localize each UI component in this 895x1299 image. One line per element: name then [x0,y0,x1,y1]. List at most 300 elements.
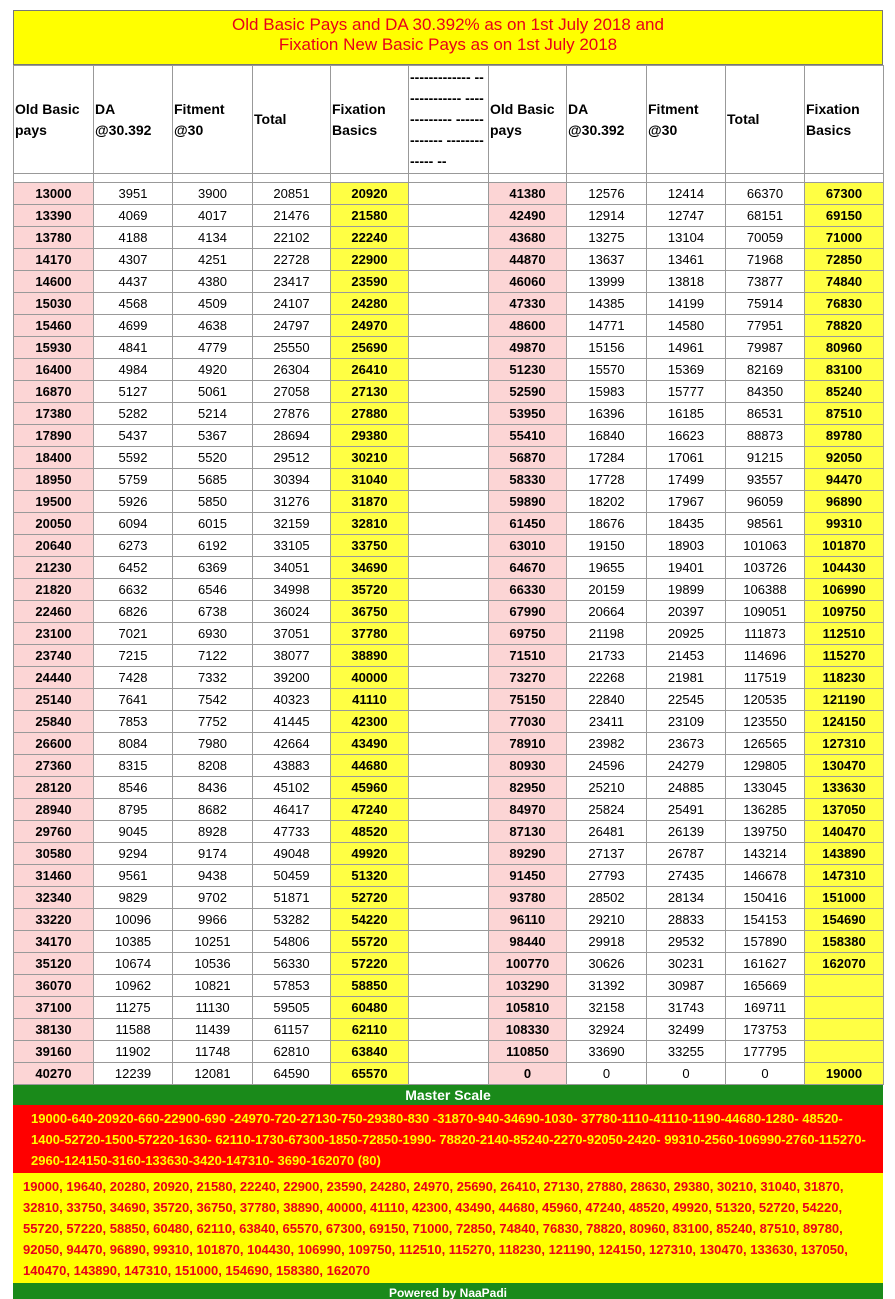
cell-right-fitment: 30987 [647,975,726,997]
cell-right-da: 22840 [567,689,647,711]
cell-left-old-basic: 18400 [14,447,94,469]
cell-left-fitment: 7122 [173,645,253,667]
pay-fixation-sheet [13,10,883,1299]
cell-right-fitment: 23673 [647,733,726,755]
cell-left-fitment: 5850 [173,491,253,513]
cell-left-da: 6094 [94,513,173,535]
cell-right-total: 77951 [726,315,805,337]
cell-right-da: 0 [567,1063,647,1085]
cell-right-old-basic: 108330 [489,1019,567,1041]
cell-left-old-basic: 25140 [14,689,94,711]
cell-right-da: 15570 [567,359,647,381]
cell-right-da: 19150 [567,535,647,557]
cell-left-fixation: 41110 [331,689,409,711]
cell-left-da: 4841 [94,337,173,359]
cell-right-fitment: 14961 [647,337,726,359]
separator-cell [409,403,489,425]
table-row [14,843,884,865]
cell-left-fixation: 63840 [331,1041,409,1063]
separator-cell [409,645,489,667]
cell-left-total: 59505 [253,997,331,1019]
cell-left-fitment: 7542 [173,689,253,711]
cell-left-total: 61157 [253,1019,331,1041]
cell-right-fitment: 32499 [647,1019,726,1041]
cell-left-total: 51871 [253,887,331,909]
cell-right-total: 157890 [726,931,805,953]
cell-right-da: 18676 [567,513,647,535]
cell-right-fitment: 19899 [647,579,726,601]
cell-right-total: 150416 [726,887,805,909]
cell-right-da: 25210 [567,777,647,799]
cell-right-fixation: 118230 [805,667,884,689]
cell-left-fixation: 21580 [331,205,409,227]
cell-left-fitment: 6369 [173,557,253,579]
cell-right-fixation: 115270 [805,645,884,667]
cell-left-old-basic: 15460 [14,315,94,337]
cell-left-old-basic: 36070 [14,975,94,997]
cell-left-old-basic: 30580 [14,843,94,865]
cell-left-da: 4437 [94,271,173,293]
cell-left-da: 6632 [94,579,173,601]
cell-left-da: 4307 [94,249,173,271]
cell-right-fixation: 78820 [805,315,884,337]
cell-right-fitment: 28134 [647,887,726,909]
cell-left-fixation: 34690 [331,557,409,579]
cell-left-fitment: 4017 [173,205,253,227]
cell-right-old-basic: 103290 [489,975,567,997]
cell-left-total: 29512 [253,447,331,469]
cell-left-da: 4568 [94,293,173,315]
cell-left-old-basic: 37100 [14,997,94,1019]
cell-left-total: 56330 [253,953,331,975]
cell-right-fixation: 104430 [805,557,884,579]
cell-right-da: 29210 [567,909,647,931]
cell-right-da: 15156 [567,337,647,359]
cell-right-fitment: 19401 [647,557,726,579]
cell-left-old-basic: 14600 [14,271,94,293]
cell-right-total: 98561 [726,513,805,535]
separator-cell [409,623,489,645]
cell-right-old-basic: 80930 [489,755,567,777]
table-row [14,513,884,535]
cell-right-total: 136285 [726,799,805,821]
separator-cell [409,931,489,953]
table-row [14,447,884,469]
cell-right-fixation: 19000 [805,1063,884,1085]
cell-left-total: 54806 [253,931,331,953]
table-row [14,667,884,689]
cell-left-da: 4188 [94,227,173,249]
cell-left-fixation: 35720 [331,579,409,601]
separator-cell [409,865,489,887]
cell-left-total: 26304 [253,359,331,381]
cell-left-total: 43883 [253,755,331,777]
separator-cell [409,491,489,513]
cell-left-fitment: 9966 [173,909,253,931]
cell-right-total: 96059 [726,491,805,513]
cell-right-da: 24596 [567,755,647,777]
cell-right-fixation: 92050 [805,447,884,469]
cell-left-fixation: 54220 [331,909,409,931]
cell-right-old-basic: 51230 [489,359,567,381]
cell-left-fitment: 5214 [173,403,253,425]
cell-left-da: 9561 [94,865,173,887]
cell-right-old-basic: 75150 [489,689,567,711]
cell-left-fixation: 44680 [331,755,409,777]
cell-right-old-basic: 78910 [489,733,567,755]
cell-right-da: 23982 [567,733,647,755]
cell-left-fixation: 48520 [331,821,409,843]
table-row [14,975,884,997]
cell-right-total: 88873 [726,425,805,447]
table-row [14,227,884,249]
cell-left-total: 27876 [253,403,331,425]
cell-left-old-basic: 26600 [14,733,94,755]
cell-left-fixation: 36750 [331,601,409,623]
separator-cell [409,557,489,579]
separator-cell [409,1063,489,1085]
table-row [14,1063,884,1085]
cell-right-old-basic: 47330 [489,293,567,315]
cell-right-old-basic: 105810 [489,997,567,1019]
cell-left-fixation: 22240 [331,227,409,249]
cell-left-total: 33105 [253,535,331,557]
cell-left-total: 22102 [253,227,331,249]
table-row [14,337,884,359]
cell-left-fitment: 10536 [173,953,253,975]
cell-right-fixation: 127310 [805,733,884,755]
cell-right-fixation: 140470 [805,821,884,843]
cell-right-total: 71968 [726,249,805,271]
cell-left-da: 9829 [94,887,173,909]
cell-left-old-basic: 33220 [14,909,94,931]
cell-left-old-basic: 14170 [14,249,94,271]
cell-left-fitment: 8208 [173,755,253,777]
cell-right-fixation: 112510 [805,623,884,645]
cell-left-fixation: 23590 [331,271,409,293]
cell-left-fixation: 31870 [331,491,409,513]
cell-left-da: 5926 [94,491,173,513]
cell-right-fixation: 154690 [805,909,884,931]
cell-right-fixation: 101870 [805,535,884,557]
cell-right-fixation: 137050 [805,799,884,821]
cell-right-da: 13275 [567,227,647,249]
cell-left-da: 6273 [94,535,173,557]
cell-left-da: 4069 [94,205,173,227]
cell-left-total: 23417 [253,271,331,293]
cell-right-total: 161627 [726,953,805,975]
header-old-basic-right: Old Basic pays [489,66,567,174]
cell-right-da: 29918 [567,931,647,953]
cell-right-total: 84350 [726,381,805,403]
table-row [14,315,884,337]
cell-right-fixation: 99310 [805,513,884,535]
cell-right-da: 32924 [567,1019,647,1041]
cell-left-old-basic: 32340 [14,887,94,909]
header-da-right: DA @30.392 [567,66,647,174]
cell-left-fitment: 6930 [173,623,253,645]
table-row [14,777,884,799]
cell-right-total: 154153 [726,909,805,931]
separator-cell [409,271,489,293]
separator-cell [409,447,489,469]
cell-right-fixation: 76830 [805,293,884,315]
cell-right-da: 16396 [567,403,647,425]
cell-right-fitment: 31743 [647,997,726,1019]
cell-right-old-basic: 43680 [489,227,567,249]
cell-right-fitment: 15369 [647,359,726,381]
cell-left-total: 37051 [253,623,331,645]
cell-right-old-basic: 56870 [489,447,567,469]
cell-left-fixation: 29380 [331,425,409,447]
cell-left-da: 6826 [94,601,173,623]
cell-right-fixation: 72850 [805,249,884,271]
table-row [14,359,884,381]
cell-left-total: 46417 [253,799,331,821]
table-row [14,425,884,447]
header-old-basic: Old Basic pays [14,66,94,174]
cell-right-old-basic: 66330 [489,579,567,601]
cell-right-da: 26481 [567,821,647,843]
cell-left-total: 31276 [253,491,331,513]
cell-left-total: 24107 [253,293,331,315]
cell-right-da: 21198 [567,623,647,645]
cell-left-fitment: 4920 [173,359,253,381]
cell-right-fixation: 89780 [805,425,884,447]
cell-left-fixation: 47240 [331,799,409,821]
cell-right-fitment: 23109 [647,711,726,733]
cell-left-da: 11902 [94,1041,173,1063]
cell-right-fixation [805,1041,884,1063]
cell-right-total: 91215 [726,447,805,469]
separator-cell [409,997,489,1019]
cell-left-fixation: 57220 [331,953,409,975]
cell-right-fitment: 16185 [647,403,726,425]
cell-right-da: 18202 [567,491,647,513]
table-row [14,865,884,887]
cell-left-fixation: 25690 [331,337,409,359]
cell-left-da: 9045 [94,821,173,843]
cell-right-fixation: 74840 [805,271,884,293]
separator-cell [409,205,489,227]
cell-left-old-basic: 22460 [14,601,94,623]
header-total-right: Total [726,66,805,174]
cell-left-da: 7021 [94,623,173,645]
cell-left-total: 42664 [253,733,331,755]
cell-left-fixation: 27130 [331,381,409,403]
cell-left-total: 21476 [253,205,331,227]
cell-left-fitment: 3900 [173,183,253,205]
cell-left-old-basic: 13780 [14,227,94,249]
cell-left-old-basic: 28940 [14,799,94,821]
cell-left-fixation: 31040 [331,469,409,491]
cell-right-da: 31392 [567,975,647,997]
separator-cell [409,579,489,601]
cell-right-fitment: 20397 [647,601,726,623]
cell-right-fitment: 12414 [647,183,726,205]
cell-left-total: 20851 [253,183,331,205]
cell-right-da: 33690 [567,1041,647,1063]
cell-right-total: 169711 [726,997,805,1019]
cell-left-total: 36024 [253,601,331,623]
cell-right-fitment: 26139 [647,821,726,843]
cell-right-fixation: 158380 [805,931,884,953]
cell-left-fitment: 11130 [173,997,253,1019]
cell-right-fitment: 29532 [647,931,726,953]
cell-right-da: 17728 [567,469,647,491]
separator-cell [409,381,489,403]
cell-right-fixation: 143890 [805,843,884,865]
cell-right-da: 32158 [567,997,647,1019]
cell-right-old-basic: 63010 [489,535,567,557]
cell-left-fixation: 40000 [331,667,409,689]
cell-left-da: 4984 [94,359,173,381]
cell-right-fitment: 17499 [647,469,726,491]
cell-left-total: 27058 [253,381,331,403]
cell-right-total: 120535 [726,689,805,711]
cell-left-total: 38077 [253,645,331,667]
cell-right-old-basic: 46060 [489,271,567,293]
cell-right-total: 143214 [726,843,805,865]
cell-left-da: 11588 [94,1019,173,1041]
cell-left-fitment: 4779 [173,337,253,359]
cell-right-da: 12576 [567,183,647,205]
cell-right-da: 16840 [567,425,647,447]
cell-left-fixation: 60480 [331,997,409,1019]
separator-cell [409,689,489,711]
cell-left-total: 47733 [253,821,331,843]
cell-right-fixation: 124150 [805,711,884,733]
separator-cell [409,799,489,821]
table-row [14,733,884,755]
cell-right-da: 20159 [567,579,647,601]
separator-cell [409,667,489,689]
table-row [14,931,884,953]
pay-table [13,65,884,1085]
cell-left-fixation: 43490 [331,733,409,755]
header-fixation: Fixation Basics [331,66,409,174]
table-row [14,381,884,403]
cell-left-fitment: 6738 [173,601,253,623]
cell-left-total: 30394 [253,469,331,491]
header-fitment: Fitment @30 [173,66,253,174]
cell-right-fitment: 20925 [647,623,726,645]
cell-right-fixation [805,997,884,1019]
cell-right-old-basic: 44870 [489,249,567,271]
cell-right-total: 139750 [726,821,805,843]
cell-right-total: 114696 [726,645,805,667]
cell-right-total: 0 [726,1063,805,1085]
header-total: Total [253,66,331,174]
cell-right-fixation: 83100 [805,359,884,381]
cell-left-fixation: 30210 [331,447,409,469]
cell-left-old-basic: 38130 [14,1019,94,1041]
cell-left-da: 5592 [94,447,173,469]
separator-cell [409,359,489,381]
table-row [14,469,884,491]
table-row [14,821,884,843]
cell-right-fitment: 0 [647,1063,726,1085]
cell-left-old-basic: 21230 [14,557,94,579]
cell-left-old-basic: 16870 [14,381,94,403]
cell-right-old-basic: 82950 [489,777,567,799]
cell-right-fixation: 106990 [805,579,884,601]
master-scale-stages: 19000, 19640, 20280, 20920, 21580, 22240, 22900, 23590, 24280, 24970, 25690, 26410, 27130, 27880, 28630, 29380, 30210, 31040, 31870, 32810, 33750, 34690, 35720, 36750, 37780, 38890, 40000, 41110, 42300, 43490, 44680, 45960, 47240, 48520, 49920, 51320, 52720, 54220, 55720, 57220, 58850, 60480, 62110, 63840, 65570, 67300, 69150, 71000, 72850, 74840, 76830, 78820, 80960, 83100, 85240, 87510, 89780, 92050, 94470, 96890, 99310, 101870, 104430, 106990, 109750, 112510, 115270, 118230, 121190, 124150, 127310, 130470, 133630, 137050, 140470, 143890, 147310, 151000, 154690, 158380, 162070 [13,1173,883,1283]
cell-right-old-basic: 42490 [489,205,567,227]
cell-left-fitment: 6546 [173,579,253,601]
cell-left-old-basic: 39160 [14,1041,94,1063]
cell-left-fitment: 4509 [173,293,253,315]
cell-right-total: 93557 [726,469,805,491]
cell-right-da: 20664 [567,601,647,623]
cell-left-da: 7428 [94,667,173,689]
cell-right-fitment: 14580 [647,315,726,337]
cell-right-total: 133045 [726,777,805,799]
separator-cell [409,821,489,843]
cell-left-fitment: 12081 [173,1063,253,1085]
cell-left-total: 50459 [253,865,331,887]
cell-right-fixation: 133630 [805,777,884,799]
separator-cell [409,337,489,359]
separator-cell [409,777,489,799]
cell-left-fitment: 5520 [173,447,253,469]
separator-cell [409,733,489,755]
cell-right-fitment: 13818 [647,271,726,293]
cell-right-fitment: 27435 [647,865,726,887]
cell-left-old-basic: 24440 [14,667,94,689]
cell-right-da: 27137 [567,843,647,865]
table-row [14,579,884,601]
cell-right-total: 126565 [726,733,805,755]
cell-left-fitment: 5685 [173,469,253,491]
cell-right-old-basic: 59890 [489,491,567,513]
cell-right-fitment: 22545 [647,689,726,711]
cell-right-fitment: 24279 [647,755,726,777]
cell-right-fixation: 94470 [805,469,884,491]
cell-right-total: 146678 [726,865,805,887]
cell-right-fixation: 85240 [805,381,884,403]
cell-right-fixation: 151000 [805,887,884,909]
cell-left-old-basic: 17380 [14,403,94,425]
cell-left-fixation: 33750 [331,535,409,557]
table-row [14,689,884,711]
table-row [14,645,884,667]
cell-right-old-basic: 89290 [489,843,567,865]
cell-left-da: 5282 [94,403,173,425]
cell-right-da: 28502 [567,887,647,909]
cell-left-fitment: 8682 [173,799,253,821]
cell-right-total: 106388 [726,579,805,601]
cell-right-total: 117519 [726,667,805,689]
cell-left-fitment: 4134 [173,227,253,249]
cell-left-fitment: 8436 [173,777,253,799]
table-row [14,535,884,557]
cell-right-total: 111873 [726,623,805,645]
sheet-title [13,10,883,65]
cell-right-total: 66370 [726,183,805,205]
cell-right-total: 103726 [726,557,805,579]
cell-right-fixation [805,975,884,997]
cell-right-total: 173753 [726,1019,805,1041]
cell-left-old-basic: 15930 [14,337,94,359]
cell-right-da: 30626 [567,953,647,975]
table-row [14,271,884,293]
separator-cell [409,227,489,249]
cell-left-da: 9294 [94,843,173,865]
cell-right-fixation: 69150 [805,205,884,227]
cell-right-fixation: 67300 [805,183,884,205]
cell-right-fixation: 80960 [805,337,884,359]
